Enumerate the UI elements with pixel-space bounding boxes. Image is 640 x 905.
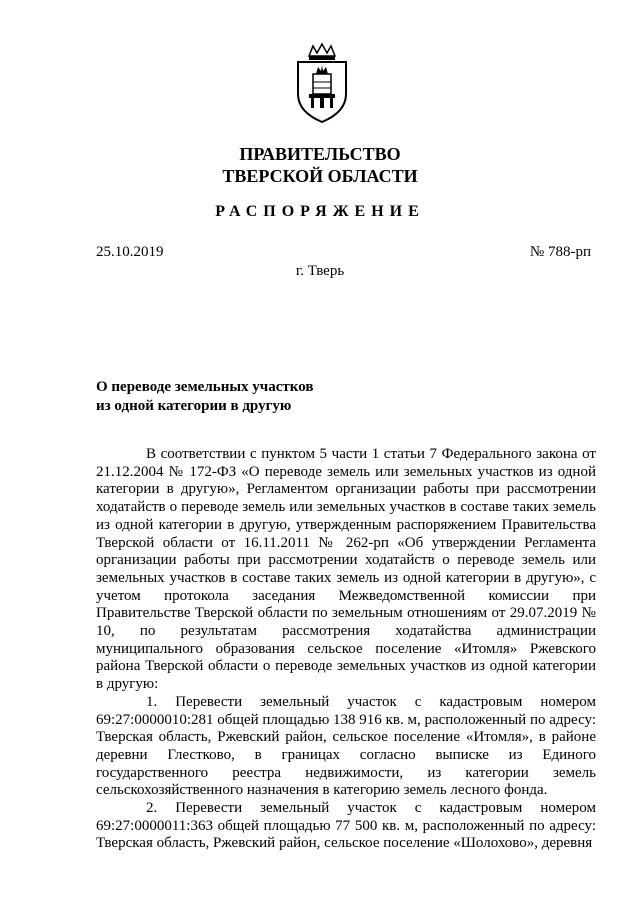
document-city: г. Тверь: [295, 263, 345, 279]
government-title-line2: ТВЕРСКОЙ ОБЛАСТИ: [222, 166, 418, 186]
government-title-line1: ПРАВИТЕЛЬСТВО: [239, 144, 401, 164]
body-item-2: 2. Перевести земельный участок с кадастровым номером 69:27:0000011:363 общей площадью 77 500 кв. м, расположенный по адресу: Тверская область, Ржевский район, сельское поселение «Шолохово», деревня: [96, 800, 596, 852]
body-item-1: 1. Перевести земельный участок с кадастровым номером 69:27:0000010:281 общей площадью 138 916 кв. м, расположенный по адресу: Тверская область, Ржевский район, сельское поселение «Итомля», в районе деревни Глестково, в границах согласно выписке из Единого государственного реестра недвижимости, из категории земель сельскохозяйственного назначения в категорию земель лесного фонда.: [96, 693, 596, 799]
body-intro-paragraph: В соответствии с пунктом 5 части 1 статьи 7 Федерального закона от 21.12.2004 № 172-ФЗ «О переводе земель или земельных участков из одной категории в другую», Регламентом организации работы при рассмотрении ходатайств о переводе земель или земельных участков в составе таких земель из одной категории в другую, утвержденным распоряжением Правительства Тверской области от 16.11.2011 № 262-рп «Об утверждении Регламента организации работы при рассмотрении ходатайств о переводе земель или земельных участков в составе таких земель из одной категории в другую», с учетом протокола заседания Межведомственной комиссии при Правительстве Тверской области по земельным отношениям от 29.07.2019 № 10, по результатам рассмотрения ходатайства администрации муниципального образования сельское поселение «Итомля» Ржевского района Тверской области о переводе земельных участков из одной категории в другую:: [96, 446, 596, 693]
document-body: [96, 446, 596, 853]
document-date: 25.10.2019: [96, 244, 164, 260]
document-type: РАСПОРЯЖЕНИЕ: [215, 203, 425, 220]
tver-coat-of-arms-icon: [295, 42, 349, 124]
document-number: № 788-рп: [529, 244, 591, 260]
document-subject: [96, 378, 313, 416]
subject-line2: из одной категории в другую: [96, 398, 292, 414]
subject-line1: О переводе земельных участков: [96, 379, 314, 395]
